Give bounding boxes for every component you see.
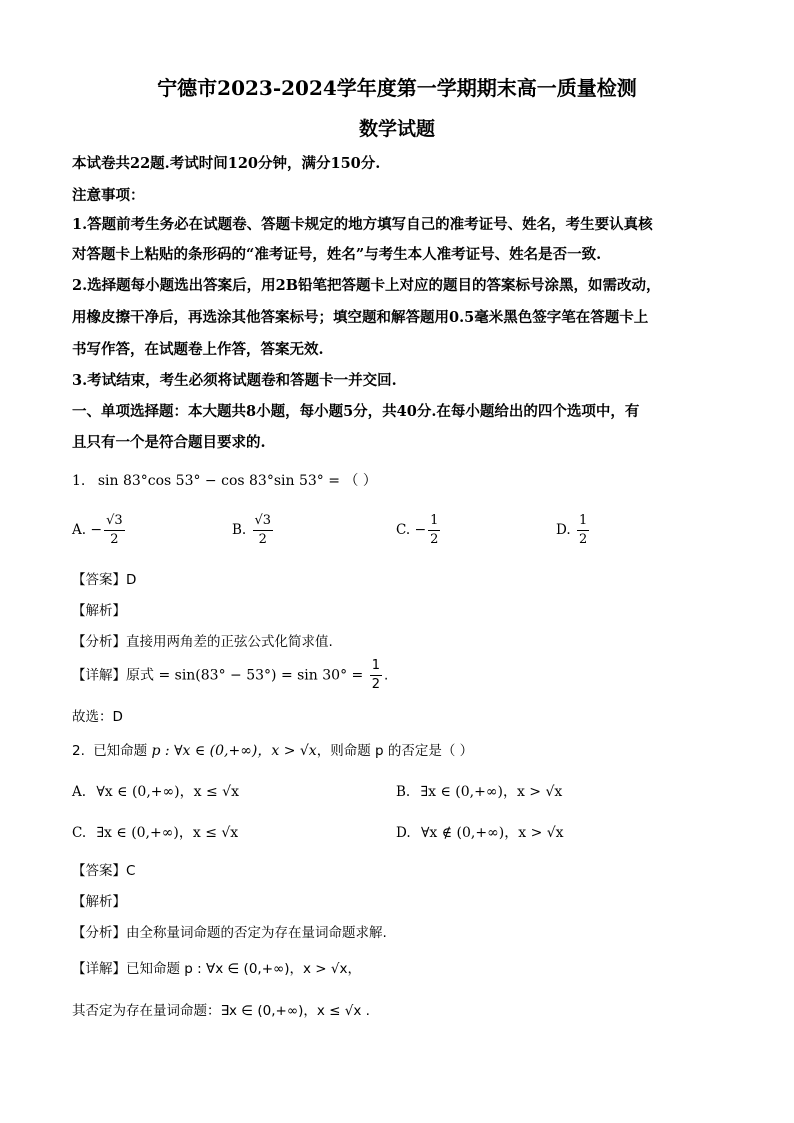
q2-negation: 其否定为存在量词命题：∃x ∈ (0,+∞)，x ≤ √x . [72,1003,370,1019]
xiangjie-tag: 【详解】 [72,667,126,684]
fenxi-text: 由全称量词命题的否定为存在量词命题求解. [126,925,387,941]
xiangjie-tag: 【详解】 [72,961,126,977]
fraction-denominator: 2 [371,677,380,692]
xiangjie-fraction [370,657,382,694]
page-title: 宁德市2023-2024学年度第一学期期末高一质量检测 [157,76,637,100]
option-text: ∃x ∈ (0,+∞)，x ≤ √x [96,825,239,841]
q2-answer [72,859,135,879]
fraction-denominator: 2 [110,532,119,547]
q2-option-c [72,822,238,842]
exam-intro: 本试卷共22题.考试时间120分钟，满分150分. [72,155,381,172]
option-label: A. [72,522,87,538]
q1-option-c [396,512,442,549]
q1-conclusion: 故选：D [72,709,123,725]
q2-xiangjie [72,957,361,977]
option-fraction [428,512,440,549]
fraction-numerator: √3 [104,512,125,531]
q2-option-b [396,781,562,801]
option-label: D. [396,825,411,841]
fraction-denominator: 2 [258,532,267,547]
option-sign: − [90,522,103,538]
notice-heading: 注意事项： [72,187,145,204]
option-text: ∀x ∉ (0,+∞)，x > √x [420,825,564,841]
q2-analysis-tag: 【解析】 [72,894,126,910]
notice-item-2-line-3: 书写作答，在试题卷上作答，答案无效. [72,341,324,358]
xiangjie-text: 已知命题 p : ∀x ∈ (0,+∞)，x > √x， [126,961,362,977]
option-label: D. [556,522,571,538]
fenxi-text: 直接用两角差的正弦公式化简求值. [126,634,333,650]
fraction-denominator: 2 [430,532,439,547]
option-label: B. [396,784,411,800]
fraction-numerator: 1 [428,512,440,531]
q1-option-d [556,512,591,549]
xiangjie-period: . [383,667,389,684]
option-text: ∀x ∈ (0,+∞)，x ≤ √x [96,784,239,800]
option-label: C. [72,825,87,841]
xiangjie-expression: 原式 = sin(83° − 53°) = sin 30° = [126,667,368,684]
option-label: C. [396,522,411,538]
fraction-numerator: 1 [577,512,589,531]
notice-item-1-line-2: 对答题卡上粘贴的条形码的“准考证号，姓名”与考生本人准考证号、姓名是否一致. [72,246,602,263]
notice-item-3: 3.考试结束，考生必须将试题卷和答题卡一并交回. [72,372,397,389]
option-text: ∃x ∈ (0,+∞)，x > √x [420,784,563,800]
q1-option-b [232,512,275,549]
answer-tag: 【答案】 [72,863,126,879]
question-2 [72,739,473,760]
q2-option-a [72,781,239,801]
option-label: B. [232,522,247,538]
notice-item-2-line-1: 2.选择题每小题选出答案后，用2B铅笔把答题卡上对应的题目的答案标号涂黑，如需改动， [72,277,661,294]
answer-value: C [126,863,136,879]
question-number: 1. [72,473,86,489]
answer-value: D [126,572,137,588]
fenxi-tag: 【分析】 [72,925,126,941]
question-1 [72,470,377,490]
question-number: 2. [72,743,85,759]
option-fraction [104,512,125,549]
notice-item-2-line-2: 用橡皮擦干净后，再选涂其他答案标号；填空题和解答题用0.5毫米黑色签字笔在答题卡上 [72,309,649,326]
q2-fenxi [72,921,387,941]
option-fraction [253,512,274,549]
answer-tag: 【答案】 [72,572,126,588]
option-label: A. [72,784,87,800]
fraction-numerator: √3 [253,512,274,531]
fenxi-tag: 【分析】 [72,634,126,650]
q1-xiangjie [72,657,388,694]
q2-option-d [396,822,564,842]
q1-analysis-tag: 【解析】 [72,603,126,619]
question-stem: sin 83°cos 53° − cos 83°sin 53° = （ ） [97,473,377,489]
q1-fenxi [72,630,333,650]
fraction-denominator: 2 [578,532,588,547]
question-stem-prefix: 已知命题 [93,743,152,759]
question-stem-math: p : ∀x ∈ (0,+∞)，x > √x [151,743,317,759]
option-fraction [577,512,589,549]
notice-item-1-line-1: 1.答题前考生务必在试题卷、答题卡规定的地方填写自己的准考证号、姓名，考生要认真核 [72,216,653,233]
section-1-heading-line-1: 一、单项选择题：本大题共8小题，每小题5分，共40分.在每小题给出的四个选项中，有 [72,403,640,420]
question-stem-suffix: ，则命题 p 的否定是（ ） [316,743,474,759]
page-subtitle: 数学试题 [358,118,435,140]
option-sign: − [414,522,427,538]
q1-option-a [72,512,127,549]
q1-answer [72,568,136,588]
fraction-numerator: 1 [370,657,382,676]
section-1-heading-line-2: 且只有一个是符合题目要求的. [72,434,266,451]
